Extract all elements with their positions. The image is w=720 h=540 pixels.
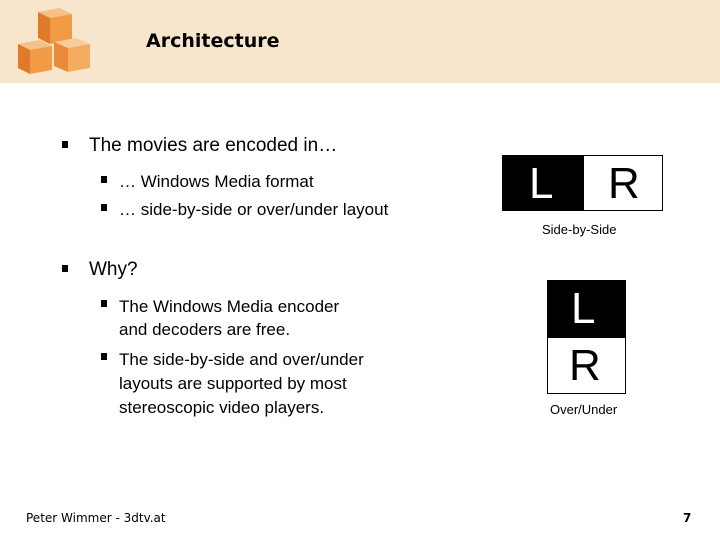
sub-bullet-square-icon bbox=[101, 353, 107, 360]
bullet-text: The movies are encoded in… bbox=[89, 135, 338, 156]
page-title: Architecture bbox=[146, 30, 280, 52]
over-under-caption: Over/Under bbox=[550, 402, 618, 417]
bullet-square-icon bbox=[62, 141, 68, 148]
header-band bbox=[0, 0, 720, 83]
top-letter: L bbox=[571, 284, 596, 333]
sub-bullet-line: and decoders are free. bbox=[119, 320, 291, 339]
sub-bullet-square-icon bbox=[101, 300, 107, 307]
left-letter: L bbox=[529, 159, 554, 208]
sub-bullet-square-icon bbox=[101, 204, 107, 211]
side-by-side-diagram bbox=[502, 155, 663, 211]
sub-bullet-square-icon bbox=[101, 176, 107, 183]
sub-bullet-line: The side-by-side and over/under bbox=[119, 350, 364, 369]
bullet-square-icon bbox=[62, 265, 68, 272]
footer-author: Peter Wimmer - 3dtv.at bbox=[26, 511, 166, 525]
sub-bullet-text: … side-by-side or over/under layout bbox=[119, 200, 389, 219]
bullet-text: Why? bbox=[89, 259, 138, 280]
sub-bullet-line: The Windows Media encoder bbox=[119, 297, 340, 316]
right-letter: R bbox=[608, 159, 640, 208]
page-number: 7 bbox=[683, 511, 692, 525]
side-by-side-caption: Side-by-Side bbox=[542, 222, 617, 237]
cubes-logo-icon bbox=[14, 4, 98, 76]
sub-bullet-line: stereoscopic video players. bbox=[119, 398, 325, 417]
over-under-diagram bbox=[547, 280, 626, 394]
sub-bullet-text: … Windows Media format bbox=[119, 172, 314, 191]
sub-bullet-line: layouts are supported by most bbox=[119, 374, 347, 393]
bottom-letter: R bbox=[569, 341, 601, 390]
